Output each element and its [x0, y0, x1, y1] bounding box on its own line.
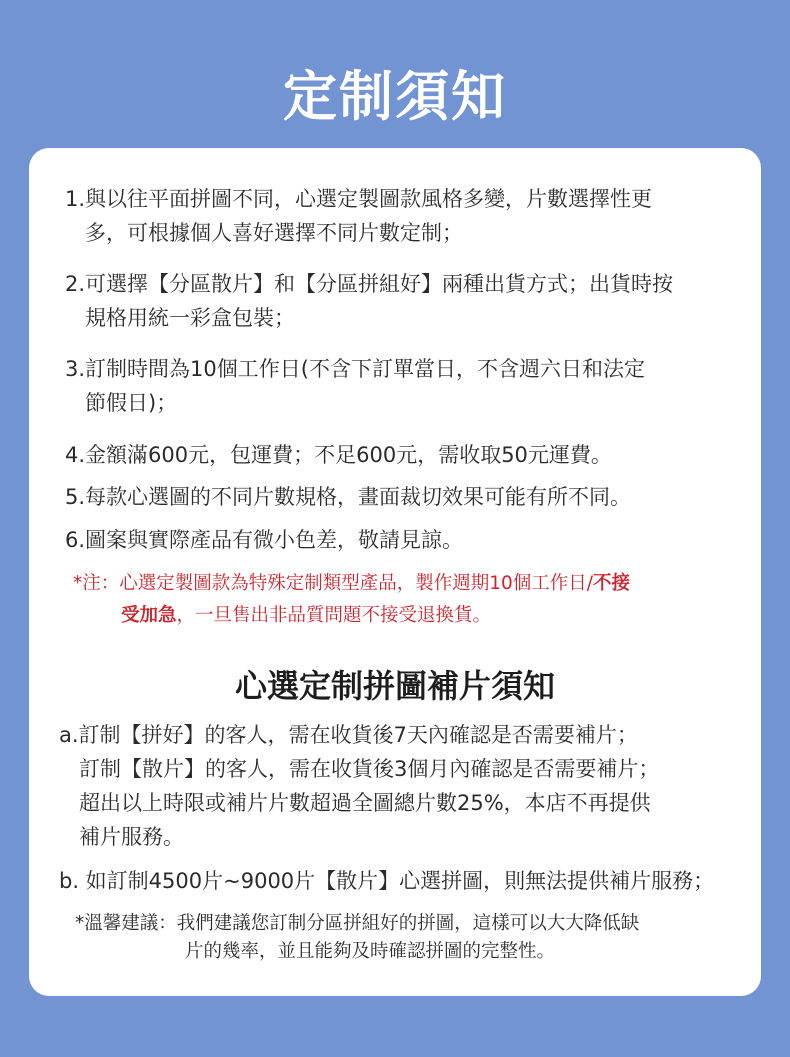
refill-item-a-line-4: 補片服務。 [79, 825, 184, 849]
refill-tip [75, 910, 790, 966]
notice-item-3-line-2: 節假日)； [85, 391, 178, 415]
notice-warning-line-2 [73, 600, 790, 632]
notice-warning-text-1: *注：心選定製圖款為特殊定制類型產品，製作週期10個工作日/ [73, 573, 594, 594]
notice-item-1-line-1: 1.與以往平面拼圖不同，心選定製圖款風格多變，片數選擇性更 [65, 187, 653, 211]
page-title: 定制須知 [283, 65, 507, 128]
refill-item-b [59, 864, 790, 898]
notice-warning-line-1 [73, 568, 790, 600]
notice-item-6 [65, 523, 790, 557]
refill-item-a [59, 718, 790, 854]
notice-warning-text-2: ，一旦售出非品質問題不接受退換貨。 [176, 605, 492, 626]
notice-item-3-line-1: 3.訂制時間為10個工作日(不含下訂單當日，不含週六日和法定 [65, 357, 645, 381]
refill-item-b-line-1: b. 如訂制4500片~9000片【散片】心選拼圖，則無法提供補片服務； [59, 869, 715, 893]
notice-warning-bold-1: 不接 [593, 573, 631, 594]
refill-tip-line-2: 片的幾率，並且能夠及時確認拼圖的完整性。 [185, 941, 556, 962]
refill-item-a-line-1: a.訂制【拼好】的客人，需在收貨後7天內確認是否需要補片； [59, 723, 638, 747]
notice-item-2-line-2: 規格用統一彩盒包裝； [85, 306, 295, 330]
refill-heading: 心選定制拼圖補片須知 [234, 667, 555, 705]
notice-item-5-line-1: 5.每款心選圖的不同片數規格，畫面裁切效果可能有所不同。 [65, 485, 632, 509]
notice-item-5 [65, 480, 790, 514]
notice-item-1-line-2: 多，可根據個人喜好選擇不同片數定制； [85, 221, 463, 245]
notice-item-4 [65, 438, 790, 472]
notice-warning-bold-2: 受加急 [121, 605, 177, 626]
refill-item-a-line-3: 超出以上時限或補片片數超過全圖總片數25%，本店不再提供 [79, 791, 651, 815]
notice-item-6-line-1: 6.圖案與實際產品有微小色差，敬請見諒。 [65, 528, 464, 552]
notice-item-3 [65, 352, 790, 420]
notice-item-1 [65, 182, 790, 250]
refill-item-a-line-2: 訂制【散片】的客人，需在收貨後3個月內確認是否需要補片； [79, 757, 660, 781]
notice-item-4-line-1: 4.金額滿600元，包運費；不足600元，需收取50元運費。 [65, 443, 612, 467]
notice-card [29, 148, 761, 996]
notice-warning [73, 568, 790, 632]
notice-item-2-line-1: 2.可選擇【分區散片】和【分區拼組好】兩種出貨方式；出貨時按 [65, 272, 674, 296]
refill-tip-line-1: *溫馨建議：我們建議您訂制分區拼組好的拼圖，這樣可以大大降低缺 [75, 913, 640, 934]
notice-item-2 [65, 267, 790, 335]
